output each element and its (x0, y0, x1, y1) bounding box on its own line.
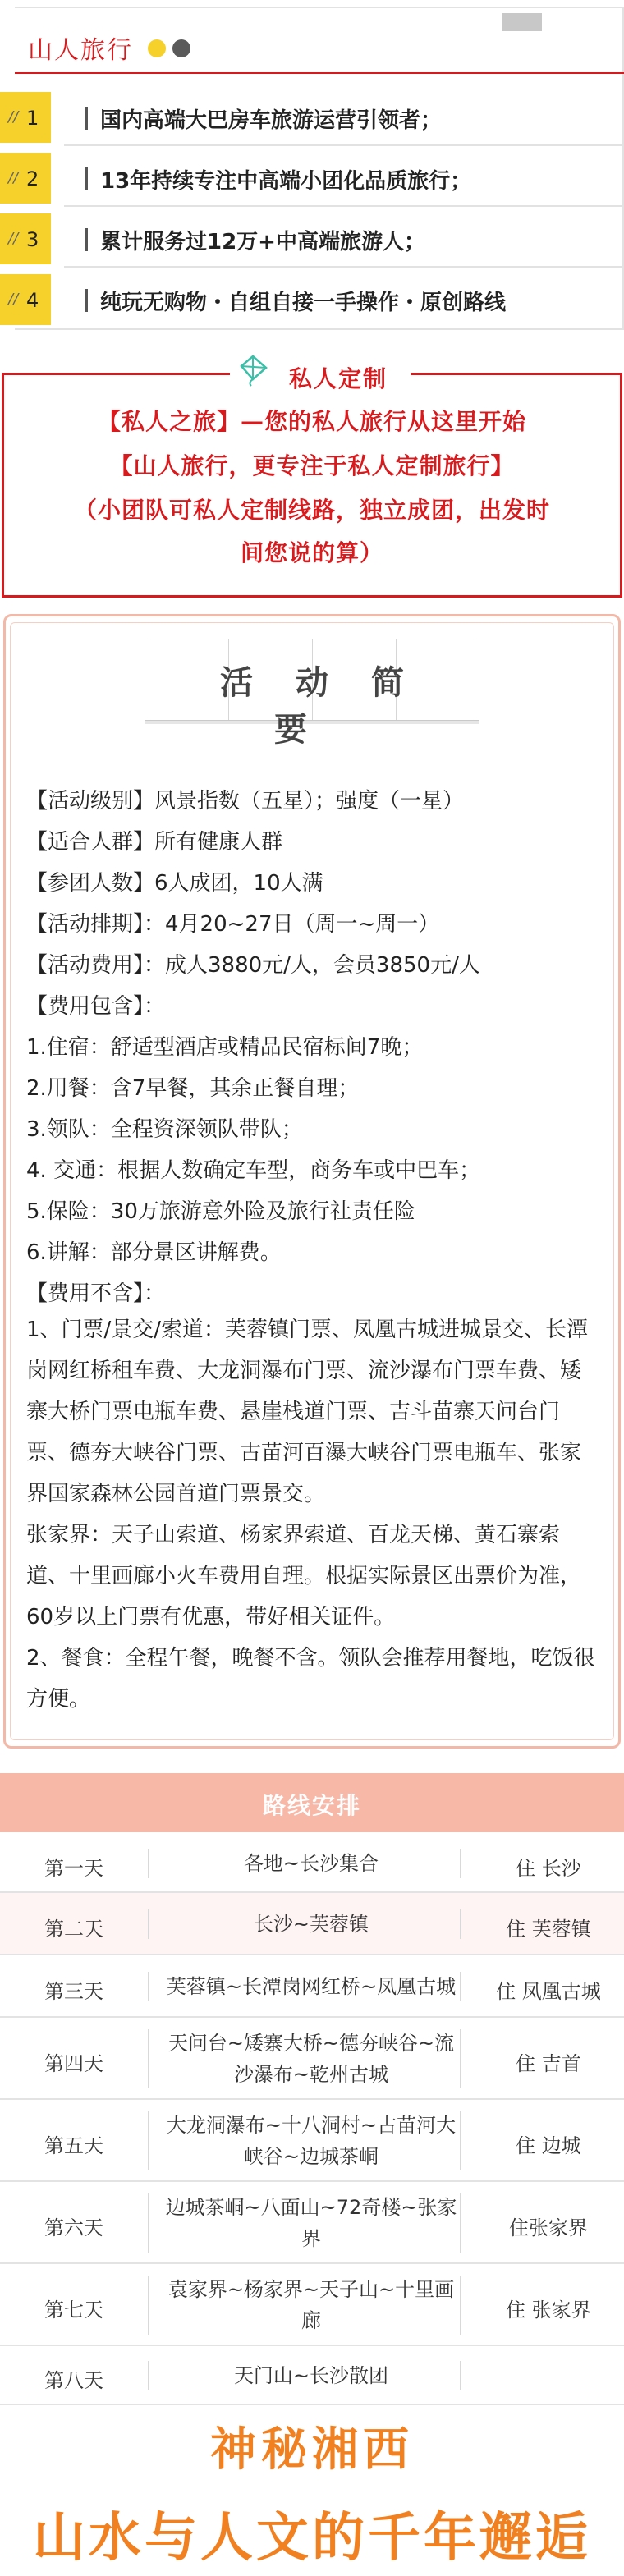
summary-item: 【活动排期】：4月20~27日（周一~周一） (26, 912, 440, 937)
day-cell: 第四天 (44, 2052, 103, 2075)
day-cell: 第一天 (44, 1857, 103, 1880)
summary-item: 3.领队：全程资深领队带队； (26, 1117, 303, 1142)
route-cell: 大龙洞瀑布~十八洞村~古苗河大峡谷~边城茶峒 (166, 2114, 457, 2168)
gray-dot-icon (172, 39, 190, 57)
route-cell: 天问台~矮寨大桥~德夯峡谷~流沙瀑布~乾州古城 (167, 2032, 455, 2086)
stay-cell: 住 边城 (516, 2134, 581, 2157)
stay-cell: 住 吉首 (516, 2052, 581, 2075)
feature-text: 累计服务过12万+中高端旅游人； (100, 230, 425, 254)
summary-item: 【费用不含】： (26, 1281, 166, 1306)
custom-line: 【山人旅行，更专注于私人定制旅行】 (109, 452, 515, 479)
stay-cell: 住 芙蓉镇 (506, 1918, 591, 1941)
summary-item: 4. 交通：根据人数确定车型，商务车或中巴车； (26, 1158, 481, 1183)
feature-text: 13年持续专注中高端小团化品质旅行； (100, 169, 472, 194)
table-row (0, 1834, 624, 1893)
table-row (0, 2264, 624, 2346)
table-row (0, 1893, 624, 1955)
custom-line: 间您说的算） (240, 539, 383, 566)
feature-bar-icon (85, 228, 88, 251)
table-row (0, 2346, 624, 2405)
feature-number-badge: // 2 (0, 153, 51, 204)
brand-underline (15, 72, 624, 74)
day-cell: 第三天 (44, 1980, 103, 2003)
summary-item: 【活动费用】：成人3880元/人，会员3850元/人 (26, 953, 480, 978)
table-row (0, 1955, 624, 2018)
feature-text: 纯玩无购物・自组自接一手操作・原创路线 (100, 291, 507, 315)
feature-number-badge: // 3 (0, 213, 51, 264)
summary-item: 【适合人群】所有健康人群 (26, 830, 283, 855)
stay-cell: 住 长沙 (516, 1857, 581, 1880)
table-row (0, 2100, 624, 2182)
feature-item (0, 274, 624, 330)
day-cell: 第八天 (44, 2369, 103, 2392)
day-cell: 第六天 (44, 2216, 103, 2239)
banner-title: 神秘湘西 (210, 2423, 414, 2477)
feature-item (0, 92, 624, 148)
brand-title: 山人旅行 (28, 36, 133, 65)
day-cell: 第七天 (44, 2299, 103, 2322)
feature-bar-icon (85, 167, 88, 190)
table-row (0, 2018, 624, 2100)
brand-tab-decoration (502, 13, 542, 31)
summary-item: 6.讲解：部分景区讲解费。 (26, 1240, 282, 1265)
table-row (0, 2182, 624, 2264)
stay-cell: 住 凤凰古城 (496, 1980, 601, 2003)
route-cell: 长沙~芙蓉镇 (253, 1913, 369, 1936)
summary-item: 2.用餐：含7早餐，其余正餐自理； (26, 1076, 360, 1101)
custom-line: 【私人之旅】—您的私人旅行从这里开始 (97, 408, 526, 435)
divider (64, 205, 624, 207)
feature-bar-icon (85, 289, 88, 312)
day-cell: 第二天 (44, 1918, 103, 1941)
exclusion-paragraph: 张家界：天子山索道、杨家界索道、百龙天梯、黄石寨索道、十里画廊小火车费用自理。根据实际景区出票价为准，60岁以上门票有优惠，带好相关证件。 (26, 1523, 582, 1629)
custom-title: 私人定制 (289, 365, 388, 392)
feature-item (0, 213, 624, 269)
route-cell: 边城茶峒~八面山~72奇楼~张家界 (165, 2196, 457, 2250)
divider (64, 144, 624, 146)
route-cell: 袁家界~杨家界~天子山~十里画廊 (167, 2278, 455, 2332)
summary-item: 【费用包含】： (26, 994, 166, 1019)
summary-title: 活动简要 (220, 664, 447, 749)
kite-icon (236, 355, 269, 387)
summary-item: 5.保险：30万旅游意外险及旅行社责任险 (26, 1199, 415, 1224)
yellow-dot-icon (148, 39, 166, 57)
brand-section (0, 0, 624, 337)
feature-item (0, 153, 624, 209)
day-cell: 第五天 (44, 2134, 103, 2157)
route-cell: 各地~长沙集合 (243, 1852, 379, 1875)
route-cell: 芙蓉镇~长潭岗网红桥~凤凰古城 (166, 1975, 457, 1998)
stay-cell: 住 张家界 (506, 2299, 591, 2322)
summary-item: 【参团人数】6人成团，10人满 (26, 871, 323, 896)
stay-cell: 住张家界 (509, 2216, 588, 2239)
divider (64, 266, 624, 268)
banner-subtitle: 山水与人文的千年邂逅 (33, 2508, 591, 2569)
itinerary-title: 路线安排 (262, 1792, 361, 1819)
feature-number-badge: // 4 (0, 274, 51, 325)
feature-number-badge: // 1 (0, 92, 51, 143)
feature-bar-icon (85, 107, 88, 130)
custom-line: （小团队可私人定制线路，独立成团，出发时 (73, 497, 550, 524)
summary-item: 【活动级别】风景指数（五星）；强度（一星） (26, 789, 465, 814)
feature-text: 国内高端大巴房车旅游运营引领者； (100, 108, 443, 133)
summary-item: 1.住宿：舒适型酒店或精品民宿标间7晚； (26, 1035, 424, 1060)
route-cell: 天门山~长沙散团 (233, 2364, 389, 2387)
exclusion-paragraph: 1、门票/景交/索道：芙蓉镇门票、凤凰古城进城景交、长潭岗网红桥租车费、大龙洞瀑布门票、流沙瀑布门票车费、矮寨大桥门票电瓶车费、悬崖栈道门票、吉斗苗寨天问台门票、德夯大峡谷门票、古苗河百瀑大峡谷门票电瓶车、张家界国家森林公园首道门票景交。 (26, 1318, 589, 1506)
exclusion-paragraph: 2、餐食：全程午餐，晚餐不含。领队会推荐用餐地，吃饭很方便。 (26, 1646, 595, 1712)
